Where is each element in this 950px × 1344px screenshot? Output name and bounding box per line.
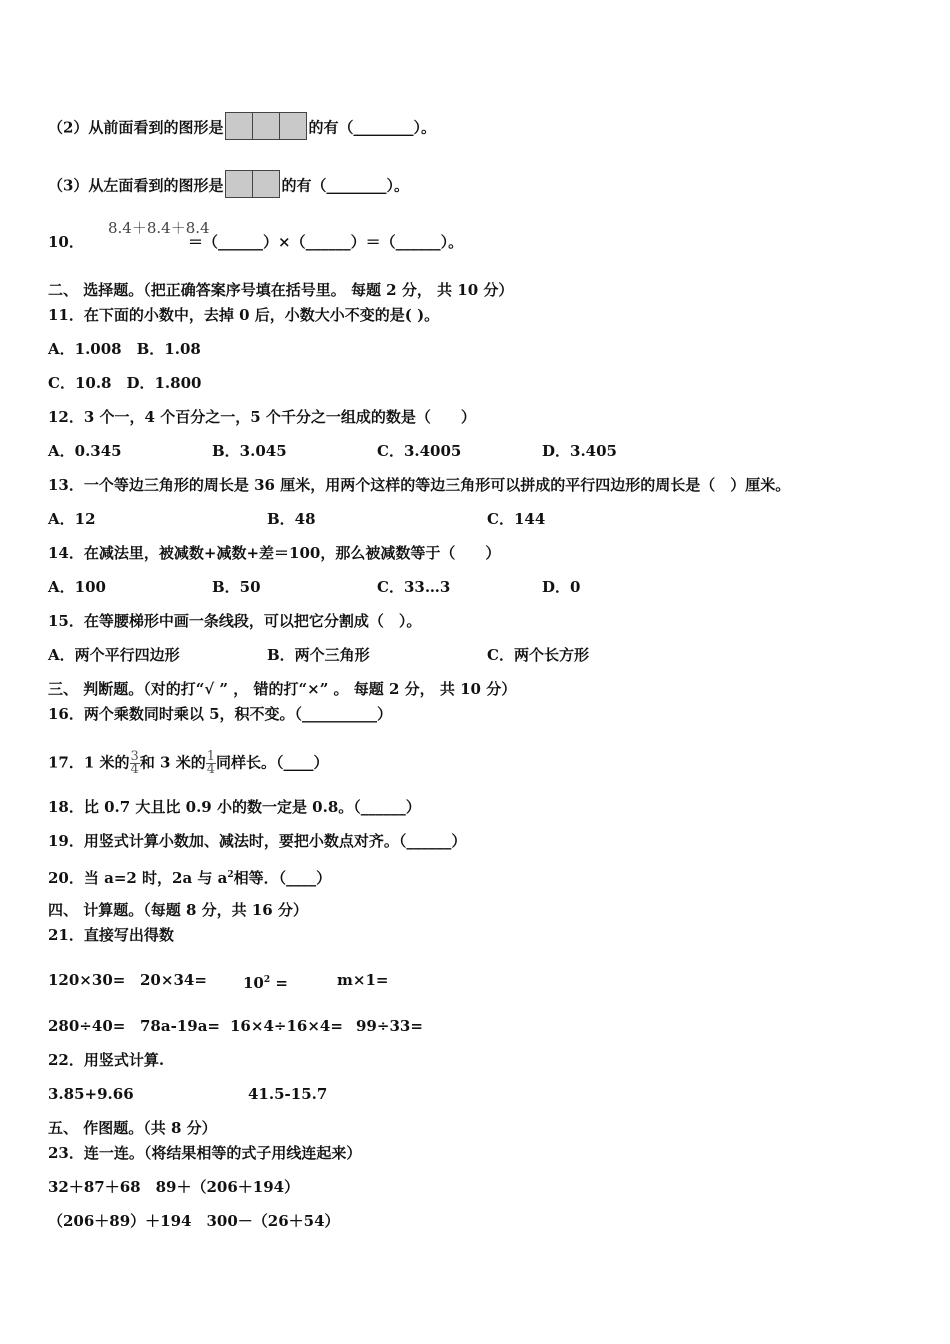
q11-options-cd: C．10.8 D．1.800 [48,374,202,392]
q21-r1-c1: 120×30= [48,971,126,989]
q22-stem: 22．用竖式计算. [48,1051,165,1069]
q12-option-b: B．3.045 [212,442,287,460]
q9-3-suffix: 的有（________）。 [281,176,409,195]
q13-option-c: C．144 [487,510,546,528]
q18-stem: 18．比 0.7 大且比 0.9 小的数一定是 0.8。（______） [48,798,421,816]
q14-option-a: A．100 [48,578,106,596]
q14-option-c: C．33…3 [377,578,451,596]
front-view-figure [225,112,306,145]
q10-blanks: ＝（______）×（______）＝（______）。 [188,233,464,251]
q21-r1-c2: 20×34= [140,971,207,989]
q14-stem: 14．在减法里，被减数+减数+差＝100，那么被减数等于（ ） [48,544,501,562]
q16-stem: 16．两个乘数同时乘以 5，积不变。（__________） [48,705,393,723]
fraction-one-quarter: $\frac{1}{4}$ [206,749,215,777]
q9-2-prefix: （2）从前面看到的图形是 [48,118,224,137]
q21-r2-c2: 78a-19a= [140,1017,220,1035]
q17-part-a: 17．1 米的 [48,753,130,772]
q11-stem: 11．在下面的小数中，去掉 0 后，小数大小不变的是( )。 [48,306,440,324]
q11-options-ab: A．1.008 B．1.08 [48,340,201,358]
q15-stem: 15．在等腰梯形中画一条线段，可以把它分割成（ ）。 [48,612,422,630]
q13-stem: 13．一个等边三角形的周长是 36 厘米，用两个这样的等边三角形可以拼成的平行四边形的周长是（ ）厘米。 [48,476,791,494]
q20-superscript: 2 [227,870,234,880]
q22-item-1: 3.85+9.66 [48,1085,134,1103]
q12-option-a: A．0.345 [48,442,122,460]
q21-r2-c3: 16×4÷16×4= [230,1017,343,1035]
q21-r1-c3: $10^2$ = [243,974,288,992]
q15-option-b: B．两个三角形 [267,646,370,664]
q9-3-prefix: （3）从左面看到的图形是 [48,176,224,195]
section-2-heading: 二、 选择题。（把正确答案序号填在括号里。 每题 2 分， 共 10 分） [48,281,514,299]
left-view-figure [225,170,279,203]
fraction-three-quarters-1: $\frac{3}{4}$ [130,749,139,777]
section-4-heading: 四、 计算题。（每题 8 分，共 16 分） [48,901,308,919]
q23-row-1: 32＋87＋68 89＋（206＋194） [48,1178,300,1196]
q21-r2-c1: 280÷40= [48,1017,126,1035]
q15-option-c: C．两个长方形 [487,646,589,664]
q21-r2-c4: 99÷33= [356,1017,423,1035]
q15-option-a: A．两个平行四边形 [48,646,180,664]
q23-row-2: （206＋89）＋194 300－（26＋54） [48,1212,340,1230]
q12-stem: 12．3 个一，4 个百分之一，5 个千分之一组成的数是（ ） [48,408,476,426]
q17-part-c: 同样长。（____） [216,753,329,772]
q13-option-a: A．12 [48,510,96,528]
q17-line [48,751,329,776]
q20-line [48,865,331,888]
q12-option-d: D．3.405 [542,442,617,460]
q20-part-a: 20．当 a=2 时，2a 与 a [48,869,228,887]
section-3-heading: 三、 判断题。（对的打“√ ” ， 错的打“×” 。 每题 2 分， 共 10 分） [48,680,517,698]
q21-stem: 21．直接写出得数 [48,926,174,944]
q17-part-b: 和 3 米的 [139,753,206,772]
q22-item-2: 41.5-15.7 [248,1085,328,1103]
q23-stem: 23．连一连。（将结果相等的式子用线连起来） [48,1144,362,1162]
q9-2-line [48,112,436,145]
q19-stem: 19．用竖式计算小数加、减法时，要把小数点对齐。（______） [48,832,467,850]
q10-expression: 8.4＋8.4＋8.4 [108,219,210,237]
q21-r1-c4: m×1= [337,971,389,989]
q14-option-b: B．50 [212,578,261,596]
q20-part-b: 相等．（____） [233,869,332,887]
q9-3-line [48,170,409,203]
q14-option-d: D．0 [542,578,581,596]
q9-2-suffix: 的有（________）。 [308,118,436,137]
section-5-heading: 五、 作图题。（共 8 分） [48,1119,217,1137]
q12-option-c: C．3.4005 [377,442,462,460]
q13-option-b: B．48 [267,510,316,528]
q10-number: 10． [48,233,84,251]
